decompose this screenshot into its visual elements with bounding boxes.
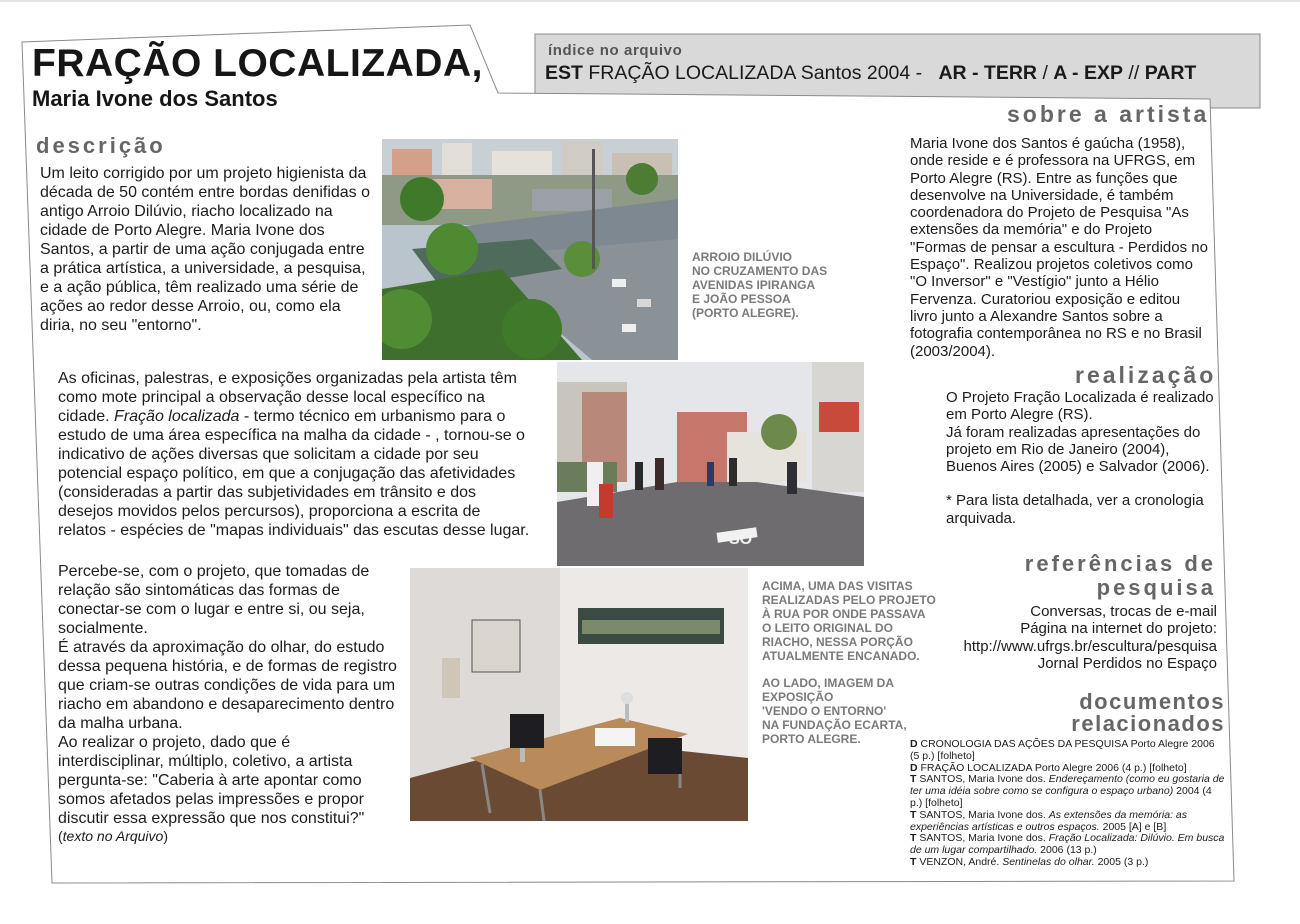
caption-line: AO LADO, IMAGEM DA (762, 676, 894, 690)
referencia-item: Página na internet do projeto: (1020, 620, 1217, 638)
documento-text: 2006 (13 p.) (1037, 844, 1097, 857)
documento-title: Endereçamento (como eu gostaria de ter uma idéia sobre como se configura o espaço urbano) (910, 773, 1225, 798)
photo-arroio-diluvio (382, 139, 678, 360)
realizacao-note: * Para lista detalhada, ver a cronologia arquivada. (946, 492, 1204, 527)
caption-line: AVENIDAS IPIRANGA (692, 278, 816, 292)
documentos-heading (1045, 691, 1225, 735)
index-slash-2: // (1128, 62, 1140, 84)
descricao-paragraph-5: Ao realizar o projeto, dado que é interdisciplinar, múltiplo, coletivo, a artista pergunta-se: "Caberia à arte apontar como somos afetados pelas impressões e propor discutir essa expressão que nos constitui?" (58, 734, 365, 827)
documento-text: 2005 (3 p.) (1094, 855, 1149, 868)
realizacao-text-1: O Projeto Fração Localizada é realizado em Porto Alegre (RS). (946, 389, 1214, 424)
caption-line: NO CRUZAMENTO DAS (692, 264, 828, 278)
caption-line: EXPOSIÇÃO (762, 690, 834, 704)
caption-line: ATUALMENTE ENCANADO. (762, 649, 920, 663)
descricao-paragraph-2 (58, 369, 530, 540)
caption-line: À RUA POR ONDE PASSAVA (762, 607, 926, 621)
documento-text: SANTOS, Maria Ivone dos. (919, 832, 1049, 845)
caption-line: NA FUNDAÇÃO ECARTA, (762, 718, 907, 732)
descricao-heading: descrição (36, 133, 166, 158)
paren-close: ) (163, 828, 168, 844)
documento-title: Fração Localizada: Dilúvio. Em busca de um lugar compartilhado. (910, 832, 1225, 857)
caption-photo-1 (692, 250, 827, 320)
photo-street-visit (557, 362, 864, 566)
referencias-list (950, 603, 1217, 672)
documento-item (910, 739, 1226, 763)
documento-item (910, 774, 1226, 809)
caption-line: O LEITO ORIGINAL DO (762, 621, 893, 635)
p2-text-b: - termo técnico em urbanismo para o estudo de uma área específica na malha da cidade - , tornou-se o indicativo de ações diversas que solicitam a cidade por seu potencial espaço político, em que a conjugação das afetividades (consideradas a partir das subjetividades em trânsito e dos desejos movidos pelos percursos), proporciona a escrita de relatos - espécies de "mapas individuais" das escutas desse lugar. (58, 408, 530, 539)
documentos-list (910, 739, 1226, 869)
caption-line: E JOÃO PESSOA (692, 292, 791, 306)
index-slash-1: / (1042, 62, 1048, 84)
documento-type-code: D (910, 761, 921, 774)
descricao-paragraph-1: Um leito corrigido por um projeto higienista da década de 50 contém entre bordas denifidas o antigo Arroio Dilúvio, riacho localizado na cidade de Porto Alegre. Maria Ivone dos Santos, a partir de uma ação conjugada entre a prática artística, a universidade, a pesquisa, e a ação pública, têm realizado uma série de ações ao redor desse Arroio, ou, como ela diria, no seu "entorno". (40, 165, 371, 334)
archive-index-code (545, 62, 1196, 85)
documento-type-code: T (910, 808, 920, 821)
documento-type-code: D (910, 738, 921, 750)
documento-title: Sentinelas do olhar. (1002, 855, 1095, 868)
street-painted-text: SO (729, 531, 753, 548)
source-note-italic: texto no Arquivo (62, 828, 164, 844)
descricao-paragraph-3: Percebe-se, com o projeto, que tomadas de relação são sintomáticas das formas de conectar-se com o lugar e entre si, ou seja, socialmente. (58, 563, 370, 637)
caption-line: PORTO ALEGRE. (762, 732, 861, 746)
source-note (58, 828, 400, 845)
documentos-heading-line-1: documentos (1079, 689, 1225, 714)
documento-text: VENZON, André. (919, 855, 1003, 868)
index-part: PART (1144, 62, 1197, 84)
referencia-item: Jornal Perdidos no Espaço (1037, 654, 1217, 672)
referencias-heading-line-1: referências de (1024, 551, 1216, 576)
index-main: FRAÇÃO LOCALIZADA Santos 2004 - (588, 62, 923, 84)
paren-open: ( (58, 828, 63, 844)
caption-line: 'VENDO O ENTORNO' (762, 704, 887, 718)
caption-line: ACIMA, UMA DAS VISITAS (762, 579, 913, 593)
caption-photo-3 (762, 676, 907, 746)
sobre-heading: sobre a artista (1007, 101, 1210, 127)
caption-line: RIACHO, NESSA PORÇÃO (762, 635, 913, 649)
documento-type-code: T (910, 832, 920, 845)
archive-index-label: índice no arquivo (548, 42, 683, 59)
index-ar-terr: AR - TERR (938, 62, 1038, 84)
realizacao-text-2: Já foram realizadas apresentações do projeto em Rio de Janeiro (2004), Buenos Aires (2005) e Salvador (2006). (946, 423, 1210, 476)
photo-exhibition-room (410, 568, 748, 821)
referencias-heading-line-2: pesquisa (1096, 575, 1216, 600)
referencias-heading (1014, 552, 1216, 600)
index-est: EST (545, 62, 583, 84)
documento-text: 2005 [A] e [B] (1099, 820, 1167, 833)
documento-type-code: T (910, 773, 920, 786)
realizacao-heading: realização (1075, 362, 1217, 388)
p2-italic-term: Fração localizada (114, 408, 240, 425)
documento-title: As extensões da memória: as experiências artísticas e outros espaços. (910, 808, 1188, 833)
index-a-exp: A - EXP (1053, 62, 1123, 84)
p2-text-a: As oficinas, palestras, e exposições organizadas pela artista têm como mote principal a observação desse local específico na cidade. (58, 370, 517, 425)
documento-text: SANTOS, Maria Ivone dos. (919, 808, 1049, 821)
documento-item (910, 833, 1226, 857)
documento-text: FRAÇÃO LOCALIZADA Porto Alegre 2006 (4 p.) [folheto] (920, 761, 1187, 774)
sobre-text: Maria Ivone dos Santos é gaúcha (1958), onde reside e é professora na UFRGS, em Porto Alegre (RS). Entre as funções que desenvolve na Universidade, é também coordenadora do Projeto de Pesquisa "As extensões da memória" e do Projeto "Formas de pensar a escultura - Perdidos no Espaço". Realizou projetos coletivos como "O Inversor" e "Vestígio" junto a Hélio Fervenza. Curatoriou exposição e editou livro junto a Alexandre Santos sobre a fotografia contemporânea no RS e no Brasil (2003/2004). (910, 135, 1208, 360)
caption-photo-2 (762, 579, 936, 663)
artist-name: Maria Ivone dos Santos (32, 86, 278, 111)
documento-item (910, 857, 1226, 869)
caption-line: (PORTO ALEGRE). (692, 306, 799, 320)
documento-text: CRONOLOGIA DAS AÇÕES DA PESQUISA Porto Alegre 2006 (5 p.) [folheto] (910, 738, 1215, 762)
descricao-lower-block (58, 562, 400, 845)
realizacao-block (946, 389, 1214, 527)
descricao-paragraph-4: É através da aproximação do olhar, do estudo dessa pequena história, e de formas de registro que criam-se outras condições de vida para um riacho em abandono e desaparecimento dentro da malha urbana. (58, 639, 397, 732)
referencia-item: Conversas, trocas de e-mail (1030, 603, 1217, 620)
referencia-item: http://www.ufrgs.br/escultura/pesquisa (963, 637, 1217, 655)
caption-line: ARROIO DILÚVIO (692, 250, 793, 264)
documento-text: SANTOS, Maria Ivone dos. (919, 773, 1049, 786)
page-title: FRAÇÃO LOCALIZADA, (32, 42, 483, 85)
documento-type-code: T (910, 855, 920, 868)
documento-item (910, 810, 1226, 834)
documentos-heading-line-2: relacionados (1071, 711, 1225, 736)
caption-line: REALIZADAS PELO PROJETO (762, 593, 936, 607)
documento-text: 2004 (4 p.) [folheto] (910, 785, 1212, 809)
